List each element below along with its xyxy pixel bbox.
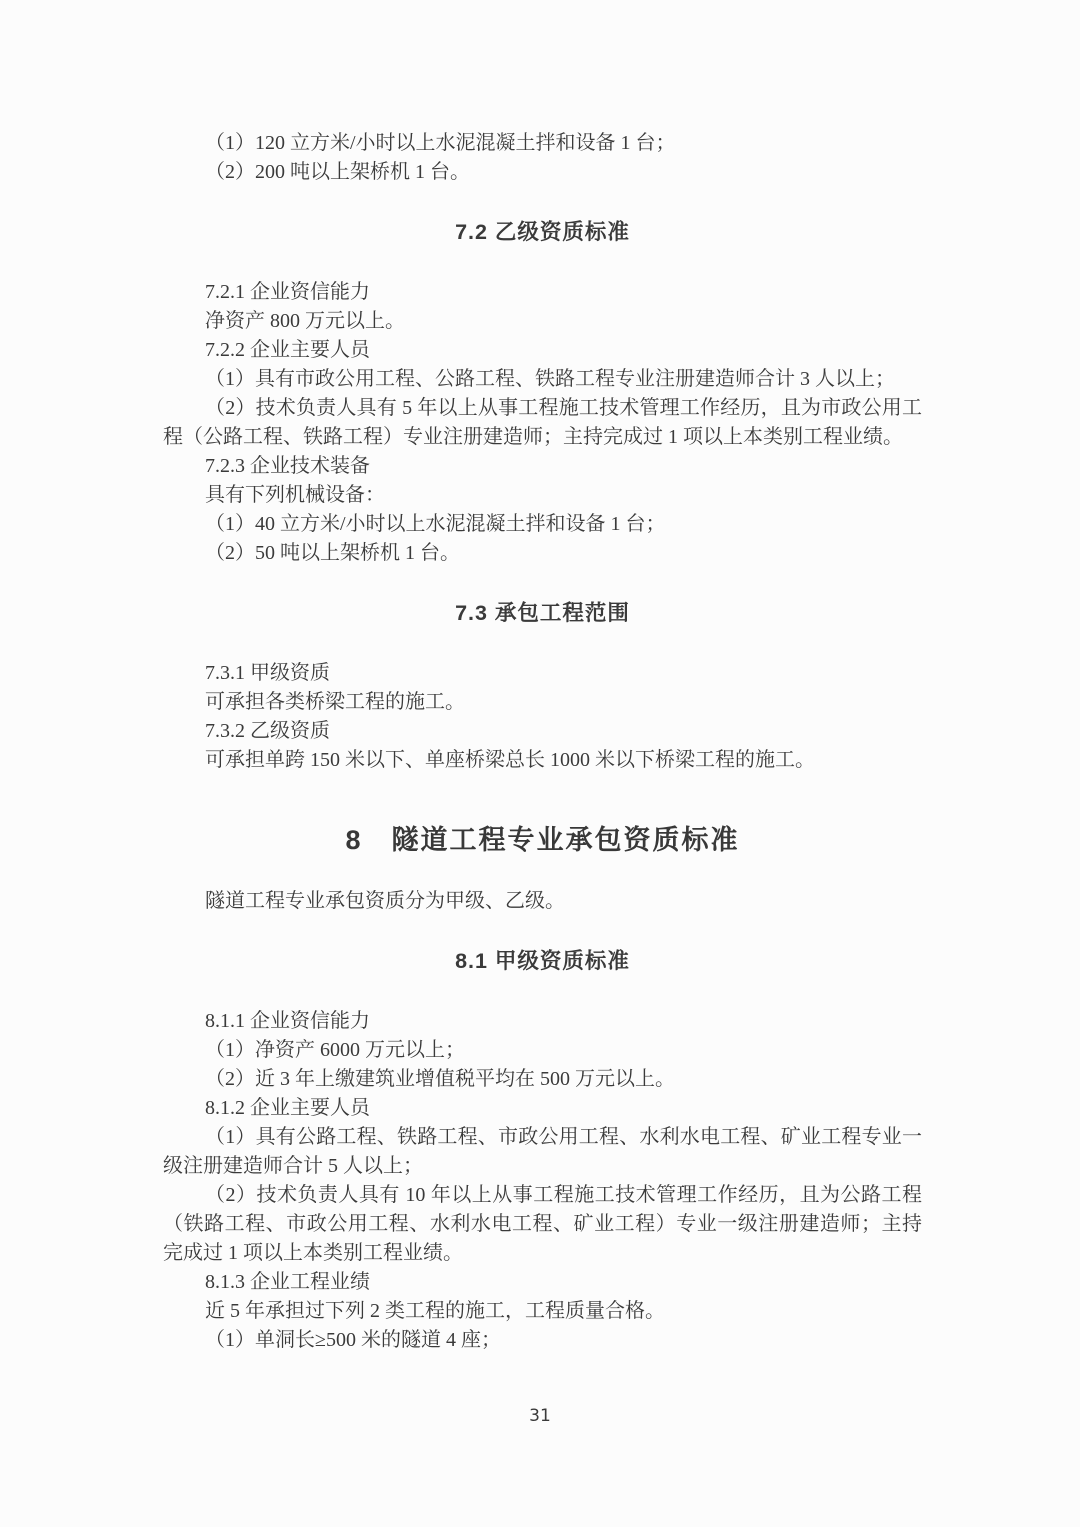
page-footer xyxy=(0,1405,1080,1427)
paragraph-23: （2）近 3 年上缴建筑业增值税平均在 500 万元以上。 xyxy=(205,1068,675,1090)
paragraph-12: （2）50 吨以上架桥机 1 台。 xyxy=(205,542,460,564)
paragraph-5: 净资产 800 万元以上。 xyxy=(205,310,405,332)
paragraph-7: （1）具有市政公用工程、公路工程、铁路工程专业注册建造师合计 3 人以上； xyxy=(205,368,895,390)
paragraph-21: 8.1.1 企业资信能力 xyxy=(205,1010,370,1032)
page-number: 31 xyxy=(529,1406,551,1426)
paragraph-29: （1）单洞长≥500 米的隧道 4 座； xyxy=(205,1329,501,1351)
paragraph-1: （1）120 立方米/小时以上水泥混凝土拌和设备 1 台； xyxy=(205,132,676,154)
paragraph-25: （1）具有公路工程、铁路工程、市政公用工程、水利水电工程、矿业工程专业一级注册建造师合计 5 人以上； xyxy=(163,1126,922,1177)
paragraph-10: 具有下列机械设备： xyxy=(205,484,385,506)
paragraph-11: （1）40 立方米/小时以上水泥混凝土拌和设备 1 台； xyxy=(205,513,666,535)
paragraph-15: 可承担各类桥梁工程的施工。 xyxy=(205,691,465,713)
paragraph-26: （2）技术负责人具有 10 年以上从事工程施工技术管理工作经历，且为公路工程（铁路工程、市政公用工程、水利水电工程、矿业工程）专业一级注册建造师；主持完成过 1 项以上本类别工程业绩。 xyxy=(163,1184,922,1264)
paragraph-4: 7.2.1 企业资信能力 xyxy=(205,281,370,303)
chapter-heading-18: 8 隧道工程专业承包资质标准 xyxy=(345,825,740,855)
paragraph-2: （2）200 吨以上架桥机 1 台。 xyxy=(205,161,470,183)
paragraph-17: 可承担单跨 150 米以下、单座桥梁总长 1000 米以下桥梁工程的施工。 xyxy=(205,749,815,771)
paragraph-19: 隧道工程专业承包资质分为甲级、乙级。 xyxy=(205,890,565,912)
paragraph-24: 8.1.2 企业主要人员 xyxy=(205,1097,370,1119)
paragraph-14: 7.3.1 甲级资质 xyxy=(205,662,330,684)
section-heading-20: 8.1 甲级资质标准 xyxy=(455,949,630,973)
paragraph-28: 近 5 年承担过下列 2 类工程的施工，工程质量合格。 xyxy=(205,1300,665,1322)
paragraph-9: 7.2.3 企业技术装备 xyxy=(205,455,370,477)
paragraph-8: （2）技术负责人具有 5 年以上从事工程施工技术管理工作经历，且为市政公用工程（公路工程、铁路工程）专业注册建造师；主持完成过 1 项以上本类别工程业绩。 xyxy=(163,397,922,448)
paragraph-22: （1）净资产 6000 万元以上； xyxy=(205,1039,465,1061)
section-heading-13: 7.3 承包工程范围 xyxy=(455,601,630,625)
section-heading-3: 7.2 乙级资质标准 xyxy=(455,220,630,244)
paragraph-16: 7.3.2 乙级资质 xyxy=(205,720,330,742)
paragraph-27: 8.1.3 企业工程业绩 xyxy=(205,1271,370,1293)
paragraph-6: 7.2.2 企业主要人员 xyxy=(205,339,370,361)
